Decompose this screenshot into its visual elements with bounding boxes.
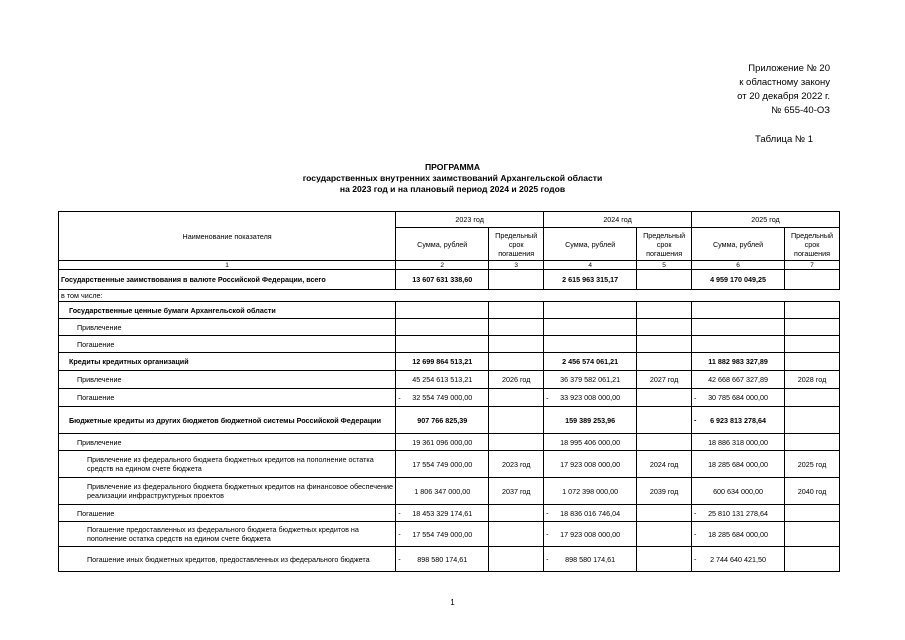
appendix-line: от 20 декабря 2022 г.: [737, 91, 830, 102]
row-name: Привлечение: [59, 434, 396, 451]
value-2024: 18 995 406 000,00: [544, 434, 637, 451]
value-2024: 2 615 963 315,17: [544, 270, 637, 290]
value-2023: 907 766 825,39: [396, 407, 489, 434]
header-row-years: [59, 212, 840, 228]
value-2025: 18 886 318 000,00: [692, 434, 785, 451]
value-2025: - 18 285 684 000,00: [692, 522, 785, 547]
value-2023: - 18 453 329 174,61: [396, 505, 489, 522]
value-2023: [396, 302, 489, 319]
title-line: государственных внутренних заимствований Архангельской области: [302, 173, 603, 183]
term-2024: [637, 407, 692, 434]
title-line: ПРОГРАММА: [424, 162, 481, 172]
term-2024: [637, 270, 692, 290]
table-row-bank-attraction: [59, 371, 840, 389]
appendix-line: к областному закону: [739, 77, 830, 88]
term-2025: [785, 407, 840, 434]
value-2024: - 898 580 174,61: [544, 547, 637, 572]
table-row-federal-infrastructure-attraction: [59, 478, 840, 505]
value-2023: 17 554 749 000,00: [396, 451, 489, 478]
row-name: Привлечение из федерального бюджета бюджетных кредитов на пополнение остатка средств на едином счете бюджета: [59, 451, 396, 478]
minus-sign: -: [694, 508, 697, 518]
row-name: Государственные ценные бумаги Архангельской области: [59, 302, 396, 319]
appendix-line: Приложение № 20: [748, 63, 830, 74]
document-title: [0, 162, 905, 195]
minus-sign: -: [398, 508, 401, 518]
table-row-including: [59, 290, 840, 302]
term-2025: [785, 319, 840, 336]
row-name: Погашение: [59, 505, 396, 522]
term-2025: 2040 год: [785, 478, 840, 505]
table-row-federal-balance-attraction: [59, 451, 840, 478]
col-number: 5: [637, 261, 692, 270]
term-2024: 2039 год: [637, 478, 692, 505]
row-name: в том числе:: [59, 290, 840, 302]
minus-sign: -: [694, 529, 697, 539]
header-term-2025: Предельный срок погашения: [785, 228, 840, 261]
row-name: Погашение иных бюджетных кредитов, предоставленных из федерального бюджета: [59, 547, 396, 572]
col-number: 7: [785, 261, 840, 270]
term-2023: [489, 434, 544, 451]
minus-sign: -: [546, 508, 549, 518]
term-2025: [785, 353, 840, 371]
minus-sign: -: [546, 393, 549, 402]
value-2024: - 18 836 016 746,04: [544, 505, 637, 522]
term-2023: [489, 505, 544, 522]
header-term-2023: Предельный срок погашения: [489, 228, 544, 261]
term-2023: [489, 270, 544, 290]
value-2025: - 30 785 684 000,00: [692, 389, 785, 407]
term-2024: [637, 547, 692, 572]
table-row-budget-repayment: [59, 505, 840, 522]
table-row-securities-repayment: [59, 336, 840, 353]
value-2023: 13 607 631 338,60: [396, 270, 489, 290]
term-2023: [489, 319, 544, 336]
header-year-2023: 2023 год: [396, 212, 544, 228]
minus-sign: -: [546, 529, 549, 539]
row-name: Привлечение: [59, 319, 396, 336]
table-row-bank-credits: [59, 353, 840, 371]
value-2024: 17 923 008 000,00: [544, 451, 637, 478]
value-2024: 1 072 398 000,00: [544, 478, 637, 505]
table-row-total: [59, 270, 840, 290]
borrowing-program-table: [58, 211, 840, 572]
value-2023: - 17 554 749 000,00: [396, 522, 489, 547]
term-2024: 2024 год: [637, 451, 692, 478]
term-2024: [637, 319, 692, 336]
value-2023: - 898 580 174,61: [396, 547, 489, 572]
term-2025: [785, 505, 840, 522]
value-2024: 159 389 253,96: [544, 407, 637, 434]
value-2024: [544, 319, 637, 336]
appendix-header: [737, 62, 830, 118]
term-2023: [489, 407, 544, 434]
col-number: 1: [59, 261, 396, 270]
value-2024: 36 379 582 061,21: [544, 371, 637, 389]
term-2025: [785, 434, 840, 451]
table-row-securities: [59, 302, 840, 319]
row-name: Погашение: [59, 336, 396, 353]
minus-sign: -: [398, 554, 401, 564]
col-number: 3: [489, 261, 544, 270]
term-2025: [785, 547, 840, 572]
value-2025: - 25 810 131 278,64: [692, 505, 785, 522]
term-2024: [637, 336, 692, 353]
term-2025: 2028 год: [785, 371, 840, 389]
term-2023: [489, 522, 544, 547]
col-number: 2: [396, 261, 489, 270]
term-2023: [489, 547, 544, 572]
minus-sign: -: [398, 393, 401, 402]
table-row-securities-attraction: [59, 319, 840, 336]
value-2025: 600 634 000,00: [692, 478, 785, 505]
value-2025: 11 882 983 327,89: [692, 353, 785, 371]
value-2024: [544, 302, 637, 319]
value-2025: [692, 319, 785, 336]
term-2025: [785, 522, 840, 547]
table-row-federal-balance-repayment: [59, 522, 840, 547]
value-2024: [544, 336, 637, 353]
minus-sign: -: [694, 554, 697, 564]
value-2025: - 2 744 640 421,50: [692, 547, 785, 572]
minus-sign: -: [694, 393, 697, 402]
row-name: Привлечение из федерального бюджета бюджетных кредитов на финансовое обеспечение реализации инфраструктурных проектов: [59, 478, 396, 505]
row-name: Бюджетные кредиты из других бюджетов бюджетной системы Российской Федерации: [59, 407, 396, 434]
value-2023: - 32 554 749 000,00: [396, 389, 489, 407]
term-2023: [489, 336, 544, 353]
row-name: Государственные заимствования в валюте Российской Федерации, всего: [59, 270, 396, 290]
term-2024: 2027 год: [637, 371, 692, 389]
table-label: Таблица № 1: [754, 134, 813, 145]
term-2023: 2026 год: [489, 371, 544, 389]
appendix-line: № 655-40-ОЗ: [771, 105, 830, 116]
term-2024: [637, 505, 692, 522]
table-row-budget-credits: [59, 407, 840, 434]
term-2023: [489, 302, 544, 319]
table-row-other-budget-repayment: [59, 547, 840, 572]
term-2024: [637, 389, 692, 407]
header-year-2025: 2025 год: [692, 212, 840, 228]
term-2023: 2037 год: [489, 478, 544, 505]
page-number: 1: [450, 598, 455, 607]
term-2024: [637, 522, 692, 547]
table-row-bank-repayment: [59, 389, 840, 407]
value-2024: - 33 923 008 000,00: [544, 389, 637, 407]
value-2025: [692, 336, 785, 353]
minus-sign: -: [398, 529, 401, 539]
value-2023: 45 254 613 513,21: [396, 371, 489, 389]
value-2025: 4 959 170 049,25: [692, 270, 785, 290]
value-2025: 18 285 684 000,00: [692, 451, 785, 478]
row-name: Привлечение: [59, 371, 396, 389]
value-2025: 42 668 667 327,89: [692, 371, 785, 389]
term-2025: [785, 389, 840, 407]
term-2023: 2023 год: [489, 451, 544, 478]
minus-sign: -: [546, 554, 549, 564]
header-year-2024: 2024 год: [544, 212, 692, 228]
value-2024: 2 456 574 061,21: [544, 353, 637, 371]
header-term-2024: Предельный срок погашения: [637, 228, 692, 261]
header-sum-2025: Сумма, рублей: [692, 228, 785, 261]
header-name: Наименование показателя: [59, 212, 396, 261]
term-2023: [489, 389, 544, 407]
row-name: Кредиты кредитных организаций: [59, 353, 396, 371]
row-name: Погашение предоставленных из федерального бюджета бюджетных кредитов на пополнение остатка средств на едином счете бюджета: [59, 522, 396, 547]
term-2025: [785, 336, 840, 353]
term-2025: [785, 302, 840, 319]
column-number-row: [59, 261, 840, 270]
row-name: Погашение: [59, 389, 396, 407]
value-2025: [692, 302, 785, 319]
value-2023: [396, 336, 489, 353]
value-2024: - 17 923 008 000,00: [544, 522, 637, 547]
value-2023: 19 361 096 000,00: [396, 434, 489, 451]
title-line: на 2023 год и на плановый период 2024 и 2025 годов: [339, 184, 566, 194]
term-2025: [785, 270, 840, 290]
term-2024: [637, 353, 692, 371]
term-2024: [637, 434, 692, 451]
minus-sign: -: [694, 415, 697, 425]
value-2023: 12 699 864 513,21: [396, 353, 489, 371]
table-row-budget-attraction: [59, 434, 840, 451]
term-2025: 2025 год: [785, 451, 840, 478]
term-2023: [489, 353, 544, 371]
value-2025: - 6 923 813 278,64: [692, 407, 785, 434]
col-number: 6: [692, 261, 785, 270]
header-sum-2023: Сумма, рублей: [396, 228, 489, 261]
header-sum-2024: Сумма, рублей: [544, 228, 637, 261]
value-2023: 1 806 347 000,00: [396, 478, 489, 505]
col-number: 4: [544, 261, 637, 270]
term-2024: [637, 302, 692, 319]
value-2023: [396, 319, 489, 336]
